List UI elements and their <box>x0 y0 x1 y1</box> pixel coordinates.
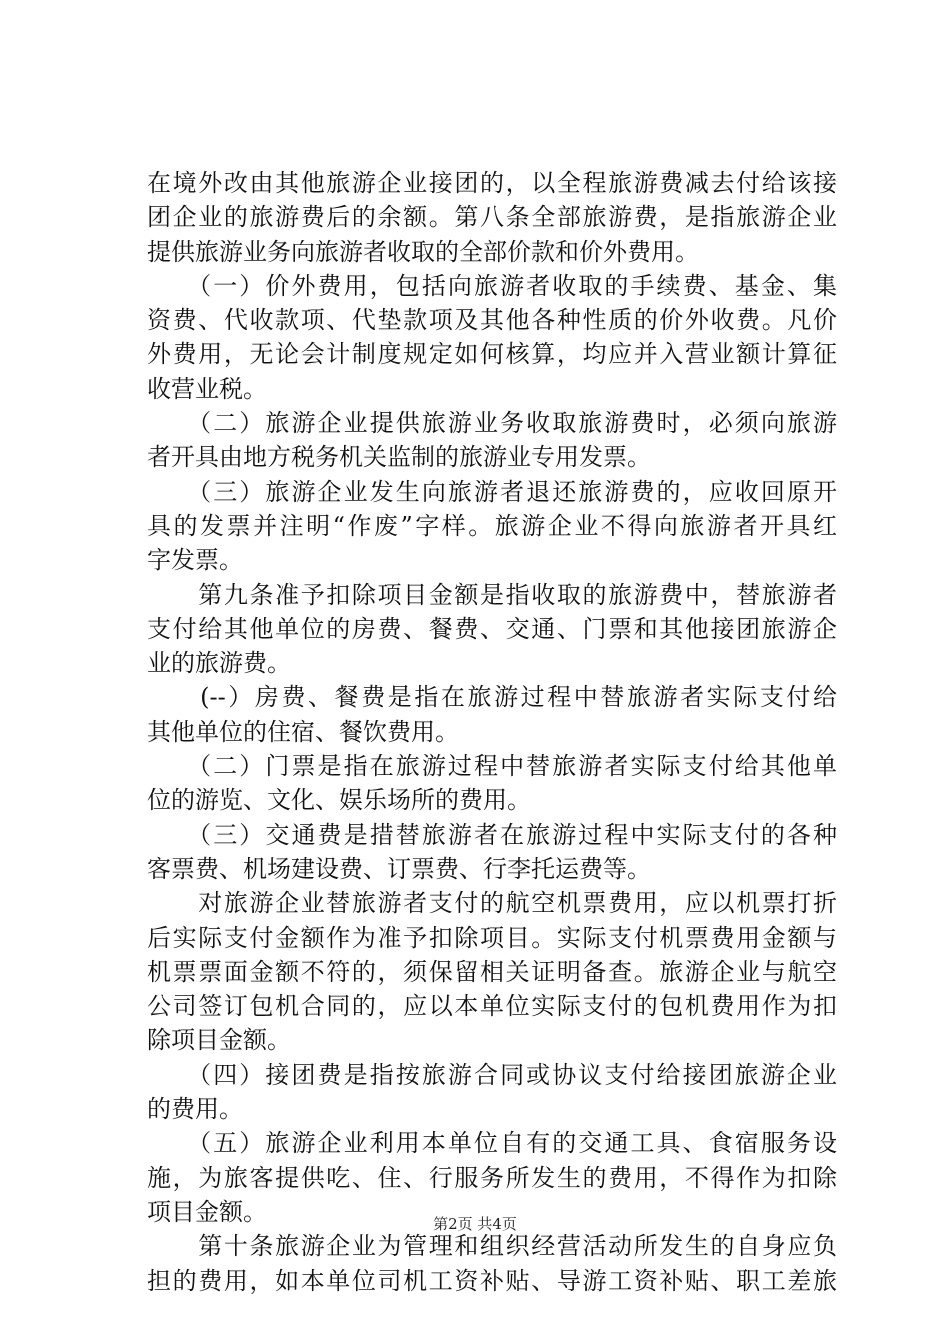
text-line: （二）门票是指在旅游过程中替旅游者实际支付给其他单 <box>147 752 837 781</box>
text-line: 公司签订包机合同的，应以本单位实际支付的包机费用作为扣 <box>147 992 837 1021</box>
text-line: 外费用，无论会计制度规定如何核算，均应并入营业额计算征 <box>147 340 837 369</box>
text-line: 第九条准予扣除项目金额是指收取的旅游费中，替旅游者 <box>147 580 837 609</box>
page-number-label: 第2页 共4页 <box>433 1215 517 1233</box>
text-line: (--）房费、餐费是指在旅游过程中替旅游者实际支付给 <box>147 683 837 712</box>
text-line: 客票费、机场建设费、订票费、行李托运费等。 <box>147 854 651 883</box>
text-line: 支付给其他单位的房费、餐费、交通、门票和其他接团旅游企 <box>147 614 837 643</box>
text-line: 担的费用，如本单位司机工资补贴、导游工资补贴、职工差旅 <box>147 1266 837 1295</box>
page-footer <box>0 1213 950 1234</box>
text-line: 业的旅游费。 <box>147 649 291 678</box>
text-line: 机票票面金额不符的，须保留相关证明备查。旅游企业与航空 <box>147 957 837 986</box>
text-line: 者开具由地方税务机关监制的旅游业专用发票。 <box>147 443 651 472</box>
text-line: 资费、代收款项、代垫款项及其他各种性质的价外收费。凡价 <box>147 306 837 335</box>
text-line: 后实际支付金额作为准予扣除项目。实际支付机票费用金额与 <box>147 923 837 952</box>
text-line: （一）价外费用，包括向旅游者收取的手续费、基金、集 <box>147 271 837 300</box>
text-line: 字发票。 <box>147 546 243 575</box>
text-line: 收营业税。 <box>147 374 267 403</box>
text-line: 的费用。 <box>147 1095 243 1124</box>
text-line: （三）交通费是措替旅游者在旅游过程中实际支付的各种 <box>147 820 837 849</box>
text-line: （五）旅游企业利用本单位自有的交通工具、食宿服务设 <box>147 1129 837 1158</box>
text-line: 除项目金额。 <box>147 1026 291 1055</box>
text-line: （四）接团费是指按旅游合同或协议支付给接团旅游企业 <box>147 1060 837 1089</box>
text-line: 第十条旅游企业为管理和组织经营活动所发生的自身应负 <box>147 1232 837 1261</box>
text-line: （二）旅游企业提供旅游业务收取旅游费时，必须向旅游 <box>147 409 837 438</box>
text-line: 位的游览、文化、娱乐场所的费用。 <box>147 786 531 815</box>
text-line: 在境外改由其他旅游企业接团的，以全程旅游费减去付给该接 <box>147 169 837 197</box>
text-line: 对旅游企业替旅游者支付的航空机票费用，应以机票打折 <box>147 889 837 918</box>
text-line: 具的发票并注明“作废”字样。旅游企业不得向旅游者开具红 <box>147 511 837 540</box>
text-line: 其他单位的住宿、餐饮费用。 <box>147 717 459 746</box>
document-body <box>147 166 837 1298</box>
text-line: （三）旅游企业发生向旅游者退还旅游费的，应收回原开 <box>147 477 837 506</box>
text-line: 项目金额。 <box>147 1197 267 1226</box>
text-line: 提供旅游业务向旅游者收取的全部价款和价外费用。 <box>147 237 699 266</box>
text-line: 施，为旅客提供吃、住、行服务所发生的费用，不得作为扣除 <box>147 1163 837 1192</box>
text-line: 团企业的旅游费后的余额。第八条全部旅游费，是指旅游企业 <box>147 203 837 232</box>
